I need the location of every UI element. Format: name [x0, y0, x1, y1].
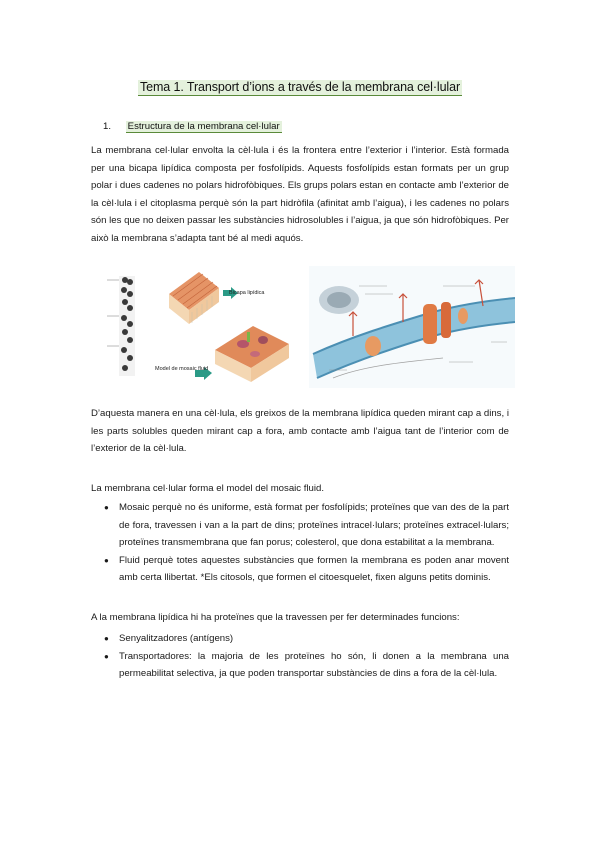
section-label: Estructura de la membrana cel·lular [127, 121, 280, 132]
intro-paragraph: La membrana cel·lular envolta la cèl·lula i és la frontera entre l’exterior i l’interior. Està formada per una bicapa lipídica composta per fosfolípids. Aquests fosfolípids estan formats per un grup polar i dues cadenes no polars hidrofòbiques. Els grups polars estan en contacte amb l’exterior de la cèl·lula i el citoplasma perquè són la part hidròfila (afinitat amb l’aigua), i les cadenes no polars són les que no deixen passar les substàncies hidrosolubles i l’aigua, ja que són hidrofòbiques. Per això la membrana s’adapta tant bé al medi aquós. [91, 145, 509, 244]
bullet-icon: ● [104, 634, 109, 643]
model-bullet-list [91, 499, 509, 587]
protein-bullet-list [91, 630, 509, 683]
list-item: ● Transportadores: la majoria de les proteïnes ho són, li donen a la membrana una permeabilitat selectiva, ja que poden transportar substàncies de dins a fora de la cèl·lula. [91, 648, 509, 683]
bullet-icon: ● [104, 651, 109, 661]
membrane-figure [103, 266, 515, 388]
bilayer-block [169, 272, 265, 324]
model-paragraph: La membrana cel·lular forma el model del mosaic fluid. [91, 483, 325, 494]
mosaic-block [155, 326, 289, 382]
phospholipid-column [107, 276, 135, 376]
bullet-icon: ● [104, 555, 109, 565]
bullet-icon: ● [104, 503, 109, 512]
proteins-intro-paragraph: A la membrana lipídica hi ha proteïnes que la travessen per fer determinades funcions: [91, 612, 460, 623]
membrane-cross-section [309, 266, 515, 388]
page-title-text: Tema 1. Transport d’ions a través de la membrana cel·lular [139, 80, 461, 94]
section-number: 1. [103, 121, 112, 132]
mosaic-label: Model de mosaic fluid [155, 366, 209, 372]
section-heading [103, 121, 282, 132]
bilayer-label: Bicapa lipídica [229, 290, 265, 296]
membrane-illustration [103, 266, 515, 388]
orientation-paragraph: D’aquesta manera en una cèl·lula, els greixos de la membrana lipídica queden mirant cap a dins, i les parts solubles queden mirant cap a fora, amb contacte amb l’aigua tant de l’interior com de l’exterior de la cèl·lula. [91, 408, 509, 455]
list-item: ● Senyalitzadores (antígens) [91, 630, 509, 648]
list-item: ● Mosaic perquè no és uniforme, està format per fosfolípids; proteïnes que van des de la part de fora, travessen i van a la part de dins; proteïnes intracel·lulars; proteïnes extracel·lulars; proteïnes transmembrana que fan porus; colesterol, que dona estabilitat a la membrana. [91, 499, 509, 552]
page-title [0, 80, 600, 96]
list-item: ● Fluid perquè totes aquestes substàncies que formen la membrana es poden anar movent amb certa llibertat. *Els citosols, que formen el citoesquelet, fixen alguns petits dominis. [91, 552, 509, 587]
